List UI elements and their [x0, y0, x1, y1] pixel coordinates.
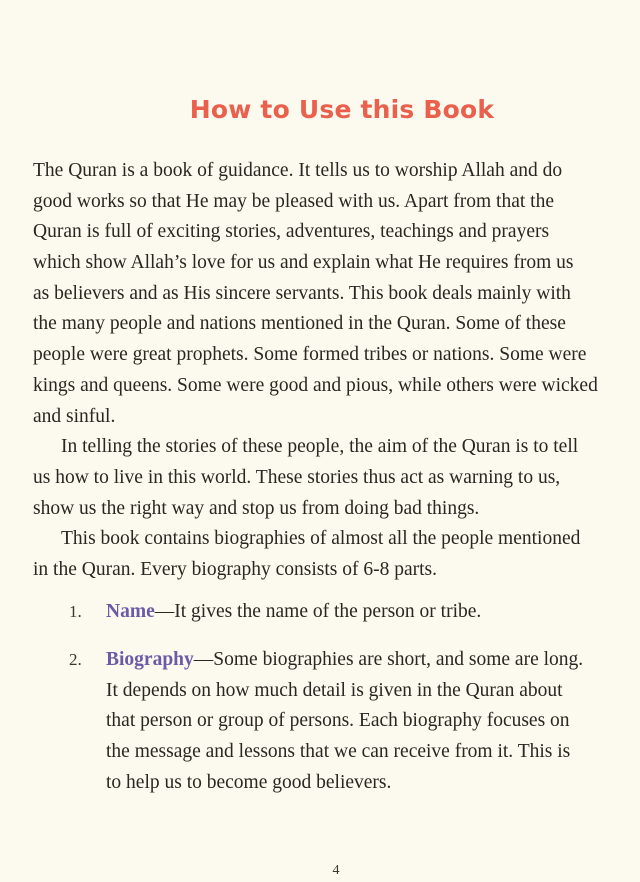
list-number: 2. [69, 650, 82, 669]
list-text: —Some biographies are short, and some are long. [193, 649, 584, 670]
list-term: Name [106, 601, 155, 622]
list-line [106, 597, 640, 628]
body-line: kings and queens. Some were good and pious, while others were wicked [33, 374, 598, 396]
page-number: 4 [332, 863, 340, 878]
body-line: In telling the stories of these people, the aim of the Quran is to tell [61, 436, 579, 458]
list-line: It depends on how much detail is given in the Quran about [106, 679, 563, 701]
body-line: in the Quran. Every biography consists of 6-8 parts. [33, 558, 437, 580]
body-line: show us the right way and stop us from doing bad things. [33, 497, 480, 519]
body-line: us how to live in this world. These stories thus act as warning to us, [33, 466, 561, 488]
list-number: 1. [69, 602, 82, 621]
body-line: and sinful. [33, 405, 116, 427]
list-line: to help us to become good believers. [106, 771, 392, 793]
list-line: the message and lessons that we can receive from it. This is [106, 741, 571, 763]
body-line: the many people and nations mentioned in the Quran. Some of these [33, 313, 566, 335]
list-item [69, 645, 640, 798]
list-item-biography [69, 645, 640, 798]
intro-text [33, 156, 640, 586]
body-line: good works so that He may be pleased with us. Apart from that the [33, 190, 554, 212]
body-line: Quran is full of exciting stories, adventures, teachings and prayers [33, 221, 550, 243]
list-item [69, 597, 640, 628]
body-line: This book contains biographies of almost all the people mentioned [61, 528, 581, 550]
page-title: How to Use this Book [189, 94, 495, 124]
body-line: which show Allah’s love for us and explain what He requires from us [33, 252, 574, 274]
body-line: people were great prophets. Some formed tribes or nations. Some were [33, 344, 587, 366]
list-line [106, 645, 640, 676]
body-line: The Quran is a book of guidance. It tells us to worship Allah and do [33, 160, 563, 181]
list-term: Biography [106, 649, 194, 670]
body-line: as believers and as His sincere servants. This book deals mainly with [33, 282, 571, 304]
list-item-name [69, 597, 640, 628]
list-text: —It gives the name of the person or tribe. [154, 601, 482, 622]
list-line: that person or group of persons. Each biography focuses on [106, 710, 570, 732]
